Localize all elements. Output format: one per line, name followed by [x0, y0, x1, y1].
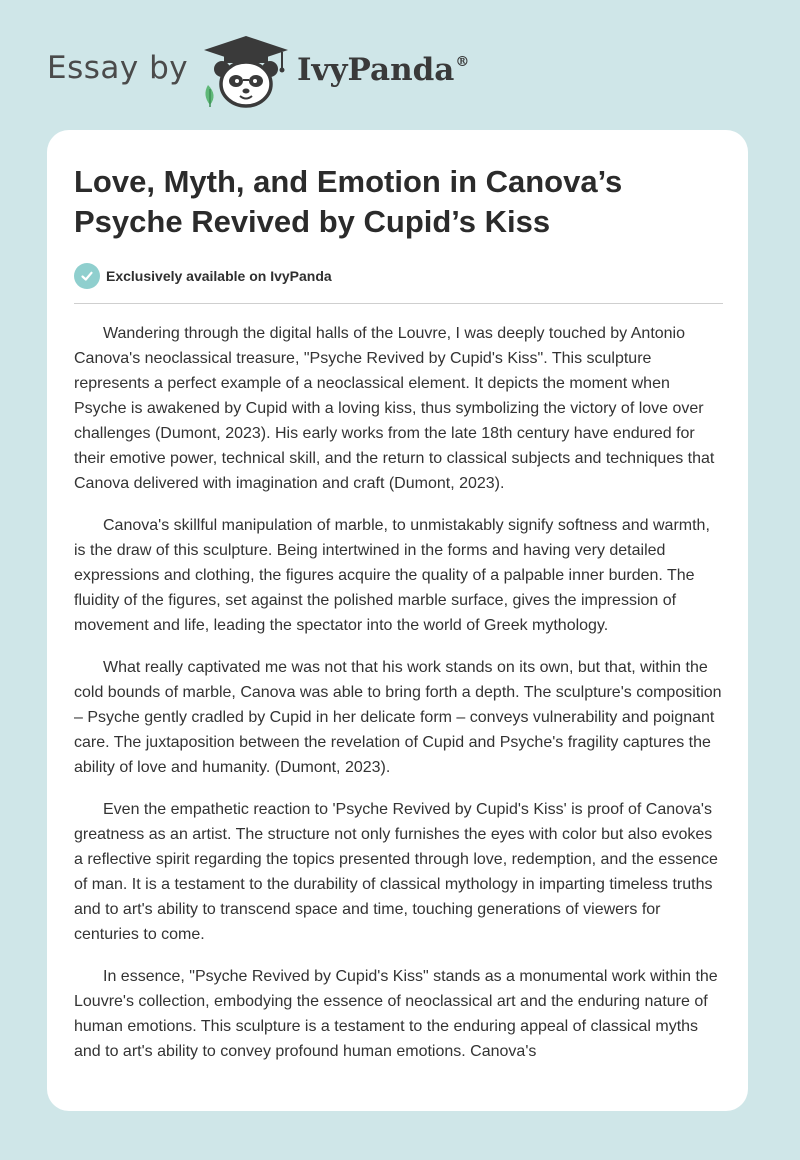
essay-title: Love, Myth, and Emotion in Canova’s Psyche Revived by Cupid’s Kiss — [74, 164, 623, 239]
registered-mark: ® — [455, 54, 470, 70]
panda-graduate-icon[interactable] — [200, 33, 292, 109]
brand-name-text: IvyPanda — [297, 52, 455, 88]
essay-card — [47, 130, 748, 1111]
essay-body — [74, 321, 725, 1081]
site-header — [0, 0, 800, 130]
essay-by-label: Essay by — [47, 50, 189, 86]
essay-paragraph: Wandering through the digital halls of the Louvre, I was deeply touched by Antonio Canova's neoclassical treasure, "Psyche Revived by Cupid's Kiss". This sculpture represents a perfect example of a neoclassical element. It depicts the moment when Psyche is awakened by Cupid with a loving kiss, thus symbolizing the victory of love over challenges (Dumont, 2023). His early works from the late 18th century have endured for their emotive power, technical skill, and the return to classical subjects and techniques that Canova delivered with imagination and craft (Dumont, 2023). — [74, 325, 715, 492]
check-icon — [74, 263, 100, 289]
essay-paragraph: Canova's skillful manipulation of marble, to unmistakably signify softness and warmth, is the draw of this sculpture. Being intertwined in the forms and having very detailed expressions and clothing, the figures acquire the quality of a palpable inner burden. The fluidity of the figures, set against the polished marble surface, gives the impression of movement and life, leading the spectator into the world of Greek mythology. — [74, 517, 710, 634]
essay-paragraph: Even the empathetic reaction to 'Psyche Revived by Cupid's Kiss' is proof of Canova's greatness as an artist. The structure not only furnishes the eyes with color but also evokes a reflective spirit regarding the topics presented through love, redemption, and the essence of man. It is a testament to the durability of classical mythology in imparting timeless truths and to art's ability to transcend space and time, touching generations of viewers for centuries to come. — [74, 801, 718, 943]
ivypanda-logo-text[interactable] — [297, 52, 469, 88]
title-divider — [74, 303, 723, 304]
essay-paragraph: In essence, "Psyche Revived by Cupid's Kiss" stands as a monumental work within the Louvre's collection, embodying the essence of neoclassical art and the enduring nature of human emotions. This sculpture is a testament to the enduring appeal of classical myths and to art's ability to convey profound human emotions. Canova's — [74, 968, 718, 1060]
exclusive-badge-label: Exclusively available on IvyPanda — [106, 268, 332, 284]
exclusive-badge — [74, 263, 332, 289]
essay-paragraph: What really captivated me was not that his work stands on its own, but that, within the cold bounds of marble, Canova was able to bring forth a depth. The sculpture's composition – Psyche gently cradled by Cupid in her delicate form – conveys vulnerability and poignant care. The juxtaposition between the revelation of Cupid and Psyche's fragility captures the ability of love and humanity. (Dumont, 2023). — [74, 659, 722, 776]
